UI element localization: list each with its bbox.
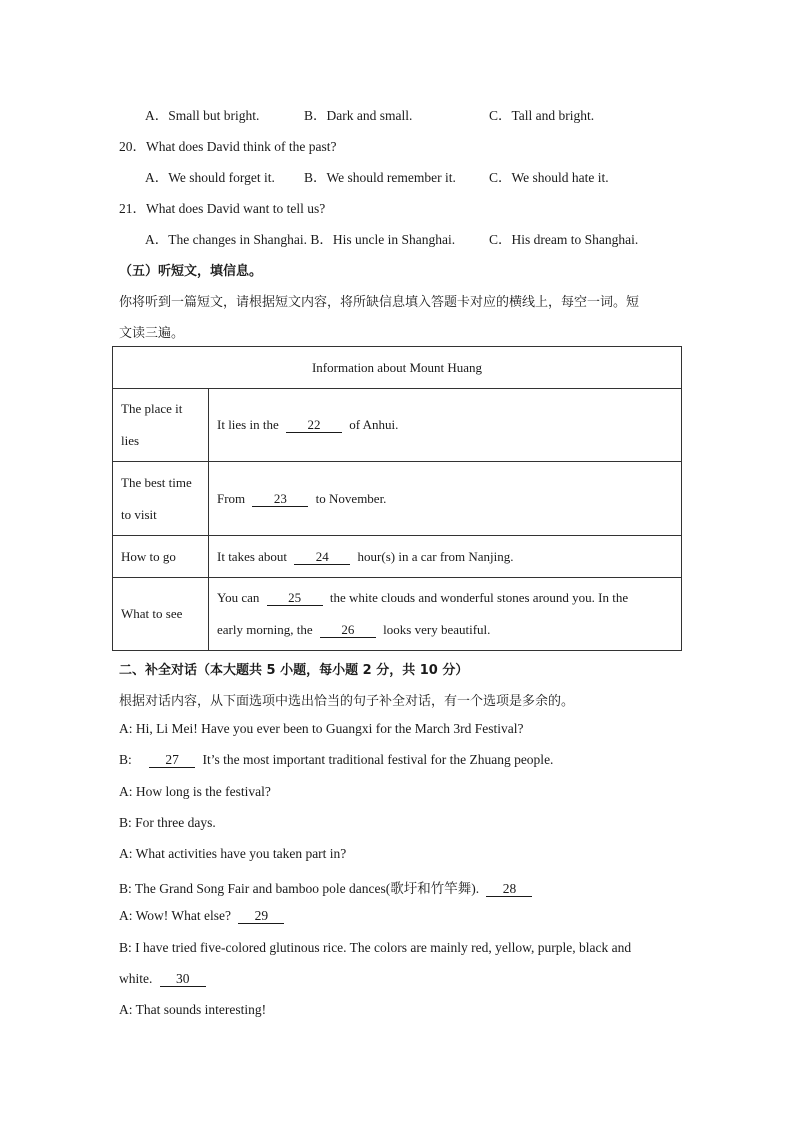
q21-option-c: C．His dream to Shanghai. [489, 232, 639, 247]
table-row [113, 578, 682, 651]
q20-option-c: C．We should hate it. [489, 170, 609, 185]
dialogue-line: B: I have tried five-colored glutinous rice. The colors are mainly red, yellow, purple, black and [119, 940, 632, 955]
row-content [209, 389, 682, 462]
row-text: hour(s) in a car from Nanjing. [357, 548, 514, 564]
answer-blank-27[interactable]: 27 [149, 753, 195, 768]
section5-instruction-line2: 文读三遍。 [119, 326, 185, 341]
dialogue-line: A: Hi, Li Mei! Have you ever been to Guangxi for the March 3rd Festival? [119, 721, 524, 736]
section5-title: （五）听短文，填信息。 [119, 264, 263, 279]
q21-option-ab: A．The changes in Shanghai. B．His uncle in Shanghai. [145, 232, 456, 247]
row-text: It lies in the [217, 417, 279, 432]
row-text: the white clouds and wonderful stones around you. In the [329, 590, 629, 605]
row-label: What to see [113, 578, 209, 651]
answer-blank-23[interactable]: 23 [252, 492, 308, 507]
row-content [209, 462, 682, 536]
table-row [113, 536, 682, 578]
speaker-label: B: [119, 752, 132, 767]
answer-blank-24[interactable]: 24 [294, 550, 350, 565]
answer-blank-30[interactable]: 30 [160, 972, 206, 987]
q20-option-a: A．We should forget it. [145, 170, 275, 185]
dialogue-text: A: Wow! What else? [119, 908, 232, 923]
row-text: looks very beautiful. [383, 622, 491, 637]
dialogue-line [119, 908, 288, 924]
table-row [113, 389, 682, 462]
part2-title: 二、补全对话（本大题共 5 小题，每小题 2 分，共 10 分） [119, 663, 469, 678]
dialogue-text: B: The Grand Song Fair and bamboo pole dances(歌圩和竹竿舞). [119, 881, 480, 896]
row-text: It takes about [217, 548, 288, 564]
q19-option-a: A．Small but bright. [145, 108, 260, 123]
section5-instruction-line1: 你将听到一篇短文，请根据短文内容，将所缺信息填入答题卡对应的横线上，每空一词。短 [119, 295, 640, 310]
row-content [209, 578, 682, 651]
q20-question: 20．What does David think of the past? [119, 139, 337, 154]
answer-blank-25[interactable]: 25 [267, 591, 323, 606]
dialogue-line [119, 971, 210, 987]
dialogue-line: A: How long is the festival? [119, 784, 271, 799]
row-label: The place it lies [113, 389, 209, 462]
table-header: Information about Mount Huang [113, 347, 682, 389]
dialogue-line: A: That sounds interesting! [119, 1002, 267, 1017]
q21-question: 21．What does David want to tell us? [119, 201, 326, 216]
dialogue-text: It’s the most important traditional festival for the Zhuang people. [202, 752, 554, 767]
table-header-row [113, 347, 682, 389]
row-label: The best time to visit [113, 462, 209, 536]
row-text: to November. [315, 490, 387, 506]
q20-option-b: B．We should remember it. [304, 170, 456, 185]
row-text: You can [217, 590, 260, 605]
dialogue-line [119, 752, 553, 768]
answer-blank-29[interactable]: 29 [238, 909, 284, 924]
dialogue-line: A: What activities have you taken part in? [119, 846, 347, 861]
answer-blank-26[interactable]: 26 [320, 623, 376, 638]
table-row [113, 462, 682, 536]
row-content [209, 536, 682, 578]
info-table [112, 346, 682, 651]
answer-blank-28[interactable]: 28 [486, 882, 532, 897]
dialogue-line: B: For three days. [119, 815, 216, 830]
dialogue-text: white. [119, 971, 153, 986]
row-text: From [217, 490, 246, 506]
q19-option-b: B．Dark and small. [304, 108, 413, 123]
answer-blank-22[interactable]: 22 [286, 418, 342, 433]
q19-option-c: C．Tall and bright. [489, 108, 595, 123]
row-text: early morning, the [217, 622, 313, 637]
dialogue-line [119, 877, 536, 897]
row-text: of Anhui. [349, 417, 399, 432]
part2-instruction: 根据对话内容，从下面选项中选出恰当的句子补全对话，有一个选项是多余的。 [119, 694, 575, 709]
row-label: How to go [113, 536, 209, 578]
